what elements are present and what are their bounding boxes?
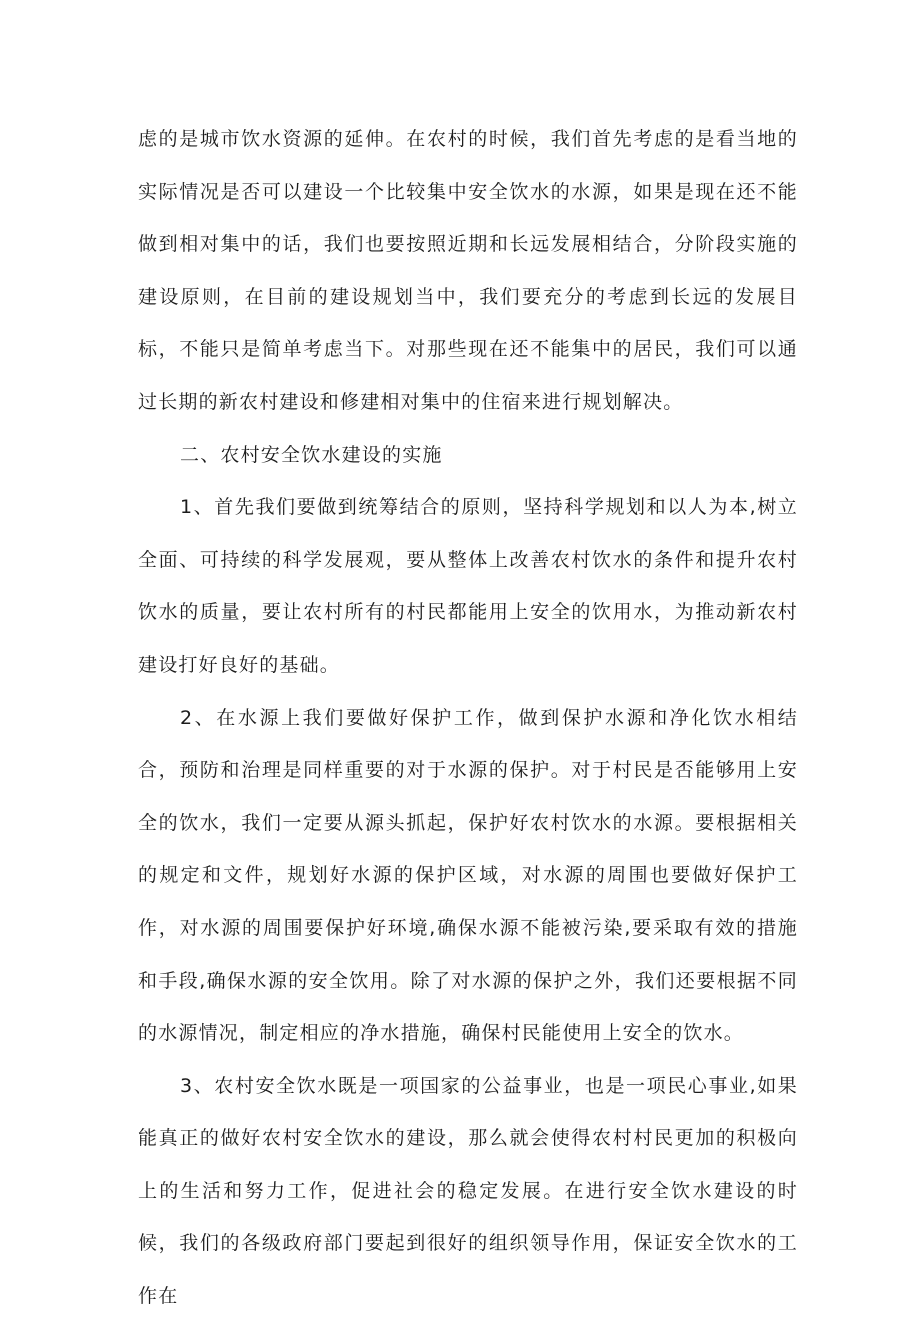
paragraph-item-1: 1、首先我们要做到统筹结合的原则，坚持科学规划和以人为本,树立全面、可持续的科学发展观，要从整体上改善农村饮水的条件和提升农村饮水的质量，要让农村所有的村民都能用上安全的饮用水，为推动新农村建设打好良好的基础。 xyxy=(138,496,798,676)
document-body xyxy=(138,113,798,1323)
paragraph-item-3: 3、农村安全饮水既是一项国家的公益事业，也是一项民心事业,如果能真正的做好农村安全饮水的建设，那么就会使得农村村民更加的积极向上的生活和努力工作，促进社会的稳定发展。在进行安全饮水建设的时候，我们的各级政府部门要起到很好的组织领导作用，保证安全饮水的工作在 xyxy=(138,1074,798,1308)
paragraph-continuation: 虑的是城市饮水资源的延伸。在农村的时候，我们首先考虑的是看当地的实际情况是否可以建设一个比较集中安全饮水的水源，如果是现在还不能做到相对集中的话，我们也要按照近期和长远发展相结合，分阶段实施的建设原则，在目前的建设规划当中，我们要充分的考虑到长远的发展目标，不能只是简单考虑当下。对那些现在还不能集中的居民，我们可以通过长期的新农村建设和修建相对集中的住宿来进行规划解决。 xyxy=(138,128,798,413)
section-heading: 二、农村安全饮水建设的实施 xyxy=(180,443,443,466)
paragraph-item-2: 2、在水源上我们要做好保护工作，做到保护水源和净化饮水相结合，预防和治理是同样重要的对于水源的保护。对于村民是否能够用上安全的饮水，我们一定要从源头抓起，保护好农村饮水的水源。要根据相关的规定和文件，规划好水源的保护区域，对水源的周围也要做好保护工作，对水源的周围要保护好环境,确保水源不能被污染,要采取有效的措施和手段,确保水源的安全饮用。除了对水源的保护之外，我们还要根据不同的水源情况，制定相应的净水措施，确保村民能使用上安全的饮水。 xyxy=(138,706,798,1045)
